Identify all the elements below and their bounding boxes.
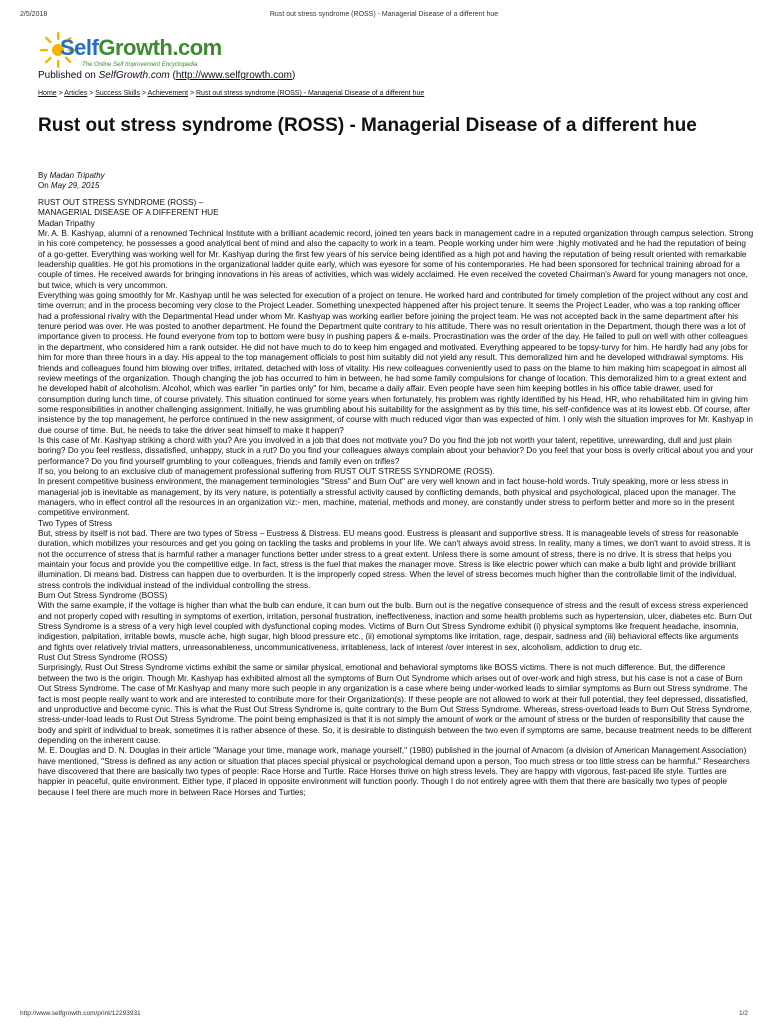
published-on: Published on SelfGrowth.com (http://www.selfgrowth.com) (38, 70, 296, 81)
byline: By Madan Tripathy On May 29, 2015 (38, 171, 105, 190)
body-paragraph: But, stress by itself is not bad. There are two types of Stress – Eustress & Distress. EU means good. Eustress is pleasant and supportive stress. It is manageable levels of stress for reasonable duration, which mobilizes your resources and get you going on tackling the tasks and problems in your life. We can't always avoid stress. In reality, many a times, we don't want to avoid stress. It is not the occurrence of stress that is harmful rather a manager functions better under stress to a great extent. Unless there is some amount of stress, there is no drive. It is stress that helps you maintain your focus and provide you the competitive edge. In fact, stress is the fuel that makes the manager move. Stress is like electric power which can make a bulb light and provide brilliant illumination. Di means bad. Distress can happen due to overburden. It is the improperly coped stress. When the level of stress becomes much higher than the controllable limit of the individual, stress controls the individual instead of the individual controlling the stress. (38, 529, 751, 590)
body-paragraph: Mr. A. B. Kashyap, alumni of a renowned Technical Institute with a brilliant academic record, joined ten years back in management cadre in a reputed organization through campus selection. Strong in his core competency, he possesses a good analytical bent of mind and also the capacity to work in a team. People working under him were .highly motivated and he had the reputation of being of a go-getter. Everything was working well for Mr. Kashyap during the first few years of his service being identified as a high pot and having the reputation of being result oriented with remarkable leadership qualities. He got his promotions in the organizational ladder quite early, which was eyesore for some of his contemporaries. He had been sponsored for technical training abroad for a couple of times. He received awards for bringing innovations in his areas of activities, which was widely acclaimed. He even received the coveted Chairman's Award for young managers not once, but twice, which is very uncommon. (38, 229, 754, 290)
print-header (20, 11, 748, 23)
section-heading: Two Types of Stress (38, 518, 113, 528)
section-heading: Burn Out Stress Syndrome (BOSS) (38, 591, 168, 601)
breadcrumb-success-skills[interactable]: Success Skills (95, 90, 140, 97)
article-title: Rust out stress syndrome (ROSS) - Managerial Disease of a different hue (38, 115, 697, 136)
breadcrumb-home[interactable]: Home (38, 90, 57, 97)
print-title: Rust out stress syndrome (ROSS) - Managerial Disease of a different hue (269, 11, 499, 18)
body-paragraph: body and spirit of individual to break, sometimes it is rather absence of these. So, it is desirable to distinguish between the two even if symptoms are same, because treatment needs to be different depending on the inherent cause. (38, 725, 752, 745)
body-paragraph: With the same example, if the voltage is higher than what the bulb can endure, it can burn out the bulb. Burn out is the negative consequence of stress and the result of excess stress experienced and not properly coped with resulting in symptoms of exertion, irritation, personal frustration, ineffectiveness, inaction and some health problems such as hypertension, ulcer, diabetes etc. Burn Out Stress Syndrome is a stress of a very high level coupled with dysfunctional coping modes. Victims of Burn Out Stress Syndrome exhibit (i) physical symptoms like frequent headache, insomnia, indigestion, palpitation, irritable bowls, muscle ache, high sugar, high blood pressure etc., (ii) emotional symptoms like irritation, rage, despair, sadness and (iii) behavioral effects like arguments and fights over relatively trivial matters, unreasonableness, uncommunicativeness, irritableness, lack of interest /over interest in sex, alcoholism, addiction to drug etc. (38, 601, 752, 652)
body-paragraph: Everything was going smoothly for Mr. Kashyap until he was selected for execution of a project on tenure. He worked hard and contributed for timely completion of the project without any cost and time overrun; and in the process becoming very close to the Project Leader. Something unexpected happened after his project tenure. It seems the Project Leader, who was a top ranking officer had a professional rivalry with the Departmental Head under whom Mr. Kashyap was working earlier before joining the project team. He was not accepted back in the same department after his tenure period was over. He was posted to another department. He found the Department quite contrary to his attitude. There was no result orientation in the Department, though there was a lot of importance given to process. He found everyone from top to bottom were busy in pushing papers & e-mails. Procrastination was the order of the day. He failed to pull on well with other colleagues in the department, who considered him a rank outsider. He did not have much to do to keep him engaged and motivated. Everything appeared to be topsy-turvy for him. He hardly had any jobs for him for more than three hours in a day. His appeal to the top management officials to post him suitably did not yield any result. This demoralized him and he developed withdrawal symptoms. His friends and colleagues found him blowing over trifles, irritated, detached with loss of vitality. His new colleagues conveniently used to pass on the blame to him making him scapegoat in almost all review meetings of the organization. Though changing the job has occurred to him in between, he had some family compulsions for change of location. This demoralized him to a great extent and he developed habit of alcoholism. Alcohol, which was earlier "in parties only" for him, became a daily affair. Even people have seen him keeping bottles in his office table drawer, used for consumption during lunch time, of course privately. This situation continued for some years when fortunately, his problem was rightly identified by his Head, HR, who rehabilitated him in giving him some responsibilities in another challenging assignment. Initially, he was grumbling about his suitability for the assignment as by this time, his self-confidence was at its lowest ebb. Of course, after insistence by the top management, he perforce continued in the new assignment, of course with much reduced vigor than was expected of him. I only wish the situation improves for Mr. Kashyap in due course of time. But, he needs to take the driver seat himself to make it happen? (38, 291, 753, 435)
page-number: 1/2 (738, 1010, 748, 1017)
section-heading: Rust Out Stress Syndrome (ROSS) (38, 653, 168, 663)
breadcrumb-current-article[interactable]: Rust out stress syndrome (ROSS) - Managerial Disease of a different hue (196, 90, 425, 97)
breadcrumb-articles[interactable]: Articles (64, 90, 88, 97)
body-heading: MANAGERIAL DISEASE OF A DIFFERENT HUE (38, 208, 219, 218)
body-paragraph: If so, you belong to an exclusive club of management professional suffering from RUST OUT STRESS SYNDROME (ROSS). (38, 466, 495, 476)
article-body (38, 198, 754, 798)
logo-wordmark: SelfGrowth.com (60, 35, 222, 60)
body-paragraph: Surprisingly, Rust Out Stress Syndrome victims exhibit the same or similar physical, emotional and behavioral symptoms like BOSS victims. There is not much difference. But, the difference between the two is the origin. Though Mr. Kashyap has exhibited almost all the symptoms of Burn Out Syndrome which arises out of over-work and high stress, but his case is not a case of Burn Out Stress Syndrome. The case of Mr.Kashyap and many more such people in any organization is a case where being under-worked leads to similar symptoms as Burn out Stress syndrome. The fact is most people really want to work and are interested to contribute more for their Organization(s). If these people are not allowed to work at their full potential, they feel depressed, dissatisfied, and unproductive and become cynic. This is what the Rust Out Stress Syndrome is, quite contrary to the Burn Out Stress Syndrome. Whereas, stress-overload leads to Burn Out Stress Syndrome, stress-under-load leads to Rust Out Stress Syndrome. The point being emphasized is that it is not simply the amount of work or the amount of stress or the burden of responsibility that cause the (38, 663, 752, 725)
logo-tagline: The Online Self Improvement Encyclopedia (82, 62, 198, 68)
body-author: Madan Tripathy (38, 218, 95, 228)
body-heading: RUST OUT STRESS SYNDROME (ROSS) – (38, 198, 204, 207)
author-name: Madan Tripathy (49, 171, 105, 180)
body-paragraph: In present competitive business environment, the management terminologies "Stress" and Burn Out" are very well known and in fact house-hold words. Truly speaking, more or less stress in managerial job is inevitable as management, by its very nature, is potentially a stressful activity caused by conflicting demands, both physical and psychological, placed upon the manager. The managers, who in effect control all the resources in an organization viz:- men, machine, material, methods and money, are constantly under stress to perform better and more so in the present competitive environment. (38, 477, 736, 518)
print-footer (20, 1010, 748, 1017)
breadcrumb: Home > Articles > Success Skills > Achievement > Rust out stress syndrome (ROSS) - Managerial Disease of a different hue (38, 90, 425, 97)
selfgrowth-logo[interactable] (38, 30, 222, 74)
site-name: SelfGrowth.com (98, 70, 170, 81)
print-date: 2/5/2018 (20, 11, 48, 18)
breadcrumb-achievement[interactable]: Achievement (147, 90, 189, 97)
print-url: http://www.selfgrowth.com/print/12293931 (20, 1010, 141, 1017)
site-link[interactable]: http://www.selfgrowth.com (175, 70, 293, 81)
body-paragraph: Is this case of Mr. Kashyap striking a chord with you? Are you involved in a job that does not motivate you? Do you find the job not worth your talent, repetitive, unrewarding, dull and just plain boring? Do you feel restless, dissatisfied, unhappy, stuck in a rut? Do you find your colleagues always complain about your behavior? Do you feel that your boss is overly critical about you and your performance? Do you find yourself grumbling to your colleagues, friends and family even on trifles? (38, 435, 754, 466)
publish-date: May 29, 2015 (50, 181, 100, 190)
body-paragraph: M. E. Douglas and D. N. Douglas in their article "Manage your time, manage work, manage yourself," (1980) published in the journal of Amacom (a division of American Management Association) have mentioned, "Stress is defined as any action or situation that places special physical or psychological demand upon a person, Too much stress or too little stress can be harmful." Researchers have discovered that there are basically two types of people: Race Horse and Turtle. Race Horses thrive on high stress levels. They are happy with vigorous, fast-paced life style. Turtles are happier in peaceful, quite environment. Either type, if placed in opposite environment will function poorly. Though I do not entirely agree with them that there are basically two types of people because I feel there are much more in between Race Horses and Turtles; (38, 746, 750, 797)
